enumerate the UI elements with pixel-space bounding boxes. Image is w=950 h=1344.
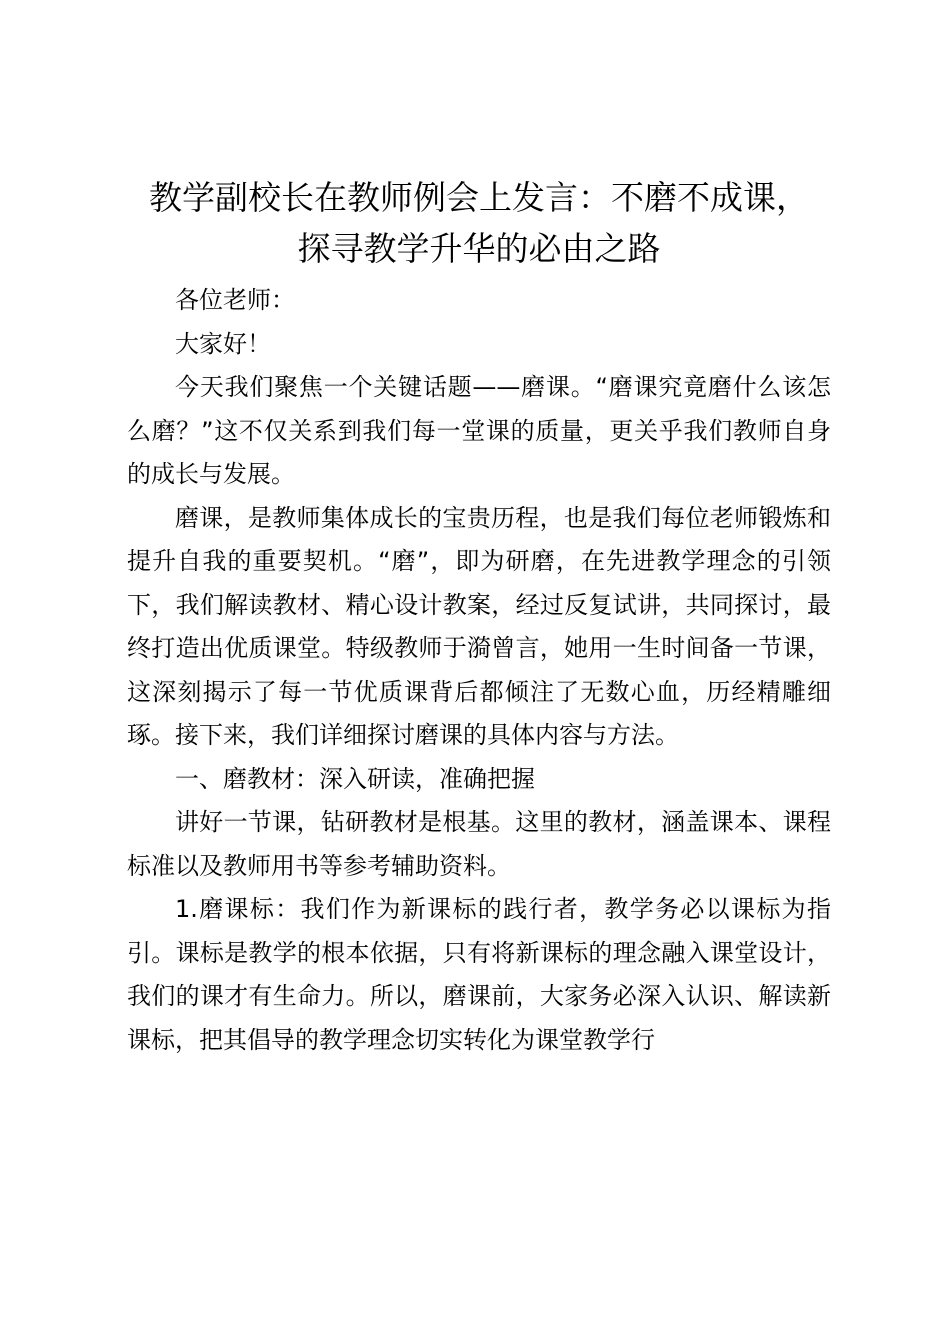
greeting: 大家好！ [175, 329, 271, 358]
paragraph-what-is-moke: 磨课，是教师集体成长的宝贵历程，也是我们每位老师锻炼和提升自我的重要契机。“磨”，即为研磨，在先进教学理念的引领下，我们解读教材、精心设计教案，经过反复试讲，共同探讨，最终打造出优质课堂。特级教师于漪曾言，她用一生时间备一节课，这深刻揭示了每一节优质课背后都倾注了无数心血，历经精雕细琢。接下来，我们详细探讨磨课的具体内容与方法。 [127, 503, 831, 749]
paragraph-textbook: 讲好一节课，钻研教材是根基。这里的教材，涵盖课本、课程标准以及教师用书等参考辅助资料。 [127, 808, 831, 880]
title-line-1: 教学副校长在教师例会上发言：不磨不成课， [149, 178, 809, 217]
salutation: 各位老师： [175, 286, 295, 314]
paragraph-curriculum-standard: 1.磨课标：我们作为新课标的践行者，教学务必以课标为指引。课标是教学的根本依据，只有将新课标的理念融入课堂设计，我们的课才有生命力。所以，磨课前，大家务必深入认识、解读新课标，把其倡导的教学理念切实转化为课堂教学行 [127, 895, 831, 1054]
document-body [127, 279, 831, 1062]
document-page [127, 172, 831, 1062]
paragraph-intro: 今天我们聚焦一个关键话题——磨课。“磨课究竟磨什么该怎么磨？”这不仅关系到我们每一堂课的质量，更关乎我们教师自身的成长与发展。 [127, 373, 831, 488]
document-title [113, 172, 845, 274]
title-line-2: 探寻教学升华的必由之路 [297, 229, 661, 268]
section-heading-1: 一、磨教材：深入研读，准确把握 [175, 764, 535, 793]
